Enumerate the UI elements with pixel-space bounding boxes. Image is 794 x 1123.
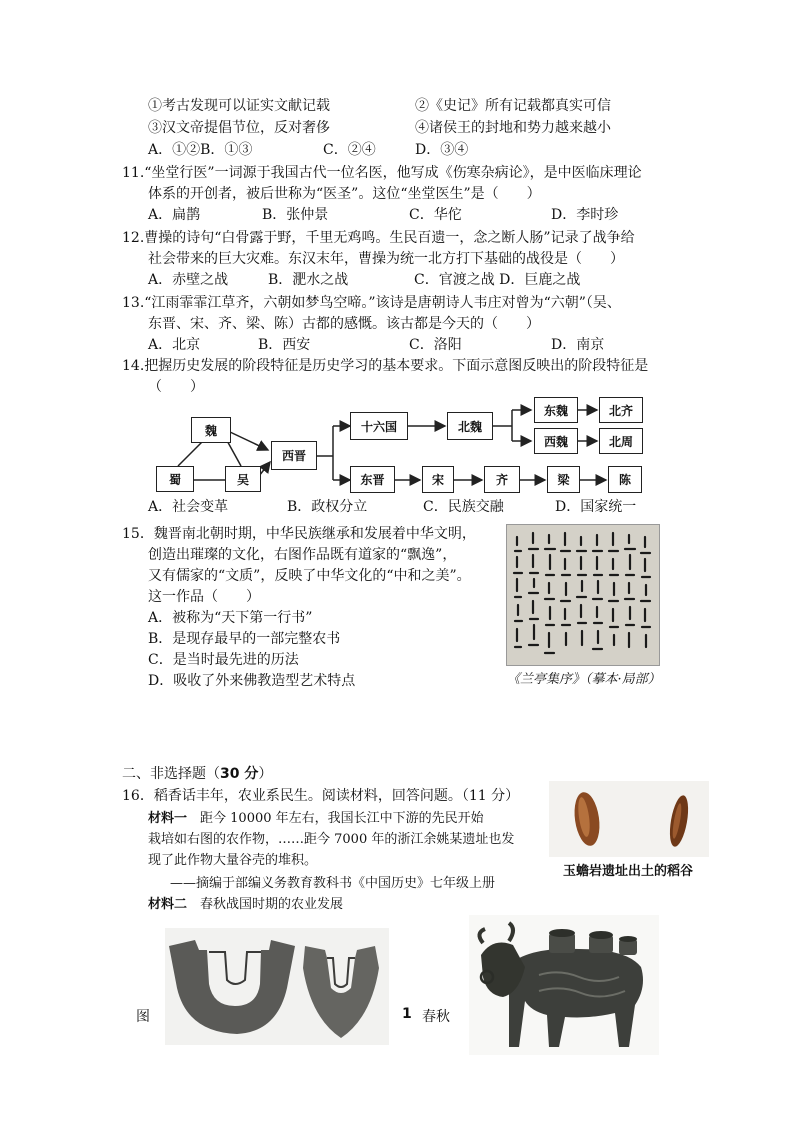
section-2-close: ） xyxy=(258,766,273,782)
q10-option-2: ②《史记》所有记载都真实可信 xyxy=(415,98,611,114)
q10-choice-ab: A．①②B．①③ xyxy=(148,142,253,158)
q14-stem-line2: （ ） xyxy=(148,379,204,395)
q16-material1-line2: 栽培如右图的农作物，……距今 7000 年的浙江余姚某遗址也发 xyxy=(148,832,515,847)
q12-stem-line1: 12.曹操的诗句“白骨露于野，千里无鸡鸣。生民百遗一，念之断人肠”记录了战争给 xyxy=(122,230,635,246)
q11-choice-a: A．扁鹊 xyxy=(148,207,201,223)
figure-period: 春秋 xyxy=(422,1009,450,1025)
q15-choice-b: B．是现存最早的一部完整农书 xyxy=(148,631,341,647)
q13-stem-line2: 东晋、宋、齐、梁、陈）古都的感慨。该古都是今天的（ ） xyxy=(148,316,540,332)
q16-material1-line1 xyxy=(148,809,484,829)
rice-caption: 玉蟾岩遗址出土的稻谷 xyxy=(563,864,694,879)
q11-choice-c: C．华佗 xyxy=(409,207,462,223)
q12-choice-cd: C．官渡之战 D．巨鹿之战 xyxy=(414,272,581,288)
figure-number: 1 xyxy=(402,1006,412,1022)
q13-choice-c: C．洛阳 xyxy=(409,337,462,353)
node-wu: 吴 xyxy=(225,466,261,492)
q11-stem-line1: 11.“坐堂行医”一词源于我国古代一位名医，他写成《伤寒杂病论》，是中医临床理论 xyxy=(122,165,642,181)
node-song: 宋 xyxy=(422,466,454,493)
q13-stem-line1: 13.“江雨霏霏江草齐，六朝如梦鸟空啼。”该诗是唐朝诗人韦庄对曾为“六朝”（吴、 xyxy=(122,295,621,311)
figure-label: 图 xyxy=(136,1009,150,1025)
q10-option-1: ①考古发现可以证实文献记载 xyxy=(148,98,330,114)
node-shiliuguo: 十六国 xyxy=(350,412,408,440)
lanting-caption: 《兰亭集序》（摹本·局部） xyxy=(507,672,661,687)
q15-stem-line1: 15．魏晋南北朝时期，中华民族继承和发展着中华文明， xyxy=(122,526,476,542)
node-dongwei: 东魏 xyxy=(534,397,578,423)
q12-choice-b: B．淝水之战 xyxy=(268,272,349,288)
node-xiwei: 西魏 xyxy=(534,428,578,454)
node-beizhou: 北周 xyxy=(599,428,643,454)
node-shu: 蜀 xyxy=(156,466,194,492)
material1-text1: 距今 10000 年左右，我国长江中下游的先民开始 xyxy=(187,811,484,826)
q14-choice-a: A．社会变革 xyxy=(148,499,229,515)
q15-stem-line3: 又有儒家的“文质”，反映了中华文化的“中和之美”。 xyxy=(148,568,471,584)
node-beiqi: 北齐 xyxy=(599,397,643,423)
q11-choice-b: B．张仲景 xyxy=(262,207,329,223)
q15-choice-c: C．是当时最先进的历法 xyxy=(148,652,299,668)
bronze-spade-image xyxy=(165,928,389,1045)
q12-choice-a: A．赤壁之战 xyxy=(148,272,229,288)
q14-choice-b: B．政权分立 xyxy=(287,499,368,515)
material2-text: 春秋战国时期的农业发展 xyxy=(187,897,344,912)
q16-stem: 16．稻香话丰年，农业系民生。阅读材料，回答问题。（11 分） xyxy=(122,788,520,804)
section-2-score: 30 分 xyxy=(220,766,259,782)
q14-stem-line1: 14.把握历史发展的阶段特征是历史学习的基本要求。下面示意图反映出的阶段特征是 xyxy=(122,358,649,374)
q10-choice-c: C．②④ xyxy=(323,142,376,158)
bronze-ox-image xyxy=(469,915,659,1055)
q16-material2-line xyxy=(148,895,343,915)
q15-choice-a: A．被称为“天下第一行书” xyxy=(148,610,313,626)
q15-stem-line2: 创造出璀璨的文化，右图作品既有道家的“飘逸”， xyxy=(148,547,457,563)
section-2-heading-text: 二、非选择题（ xyxy=(122,766,220,782)
q16-material1-line3: 现了此作物大量谷壳的堆积。 xyxy=(148,853,318,868)
q13-choice-d: D．南京 xyxy=(551,337,605,353)
node-beiwei: 北魏 xyxy=(447,412,493,440)
q16-source: ——摘编于部编义务教育教科书《中国历史》七年级上册 xyxy=(170,876,496,891)
q13-choice-a: A．北京 xyxy=(148,337,201,353)
material2-label: 材料二 xyxy=(148,897,188,912)
q15-choice-d: D．吸收了外来佛教造型艺术特点 xyxy=(148,673,356,689)
q10-option-4: ④诸侯王的封地和势力越来越小 xyxy=(415,120,611,136)
rice-grains-image xyxy=(549,781,709,857)
q10-choice-d: D．③④ xyxy=(415,142,469,158)
node-dongjin: 东晋 xyxy=(350,466,395,493)
node-chen: 陈 xyxy=(608,466,642,493)
lanting-calligraphy-image xyxy=(506,524,660,666)
q12-stem-line2: 社会带来的巨大灾难。东汉末年，曹操为统一北方打下基础的战役是（ ） xyxy=(148,251,624,267)
material1-label: 材料一 xyxy=(148,811,188,826)
q14-choice-d: D．国家统一 xyxy=(555,499,637,515)
node-qi: 齐 xyxy=(484,466,520,493)
q11-stem-line2: 体系的开创者，被后世称为“医圣”。这位“坐堂医生”是（ ） xyxy=(148,186,541,202)
q14-choice-c: C．民族交融 xyxy=(423,499,504,515)
q10-option-3: ③汉文帝提倡节位，反对奢侈 xyxy=(148,120,330,136)
node-wei: 魏 xyxy=(191,417,231,443)
node-xijin: 西晋 xyxy=(271,441,317,470)
q11-choice-d: D．李时珍 xyxy=(551,207,619,223)
node-liang: 梁 xyxy=(547,466,580,493)
section-2-heading xyxy=(122,764,272,784)
q15-stem-line4: 这一作品（ ） xyxy=(148,589,260,605)
q13-choice-b: B．西安 xyxy=(258,337,311,353)
